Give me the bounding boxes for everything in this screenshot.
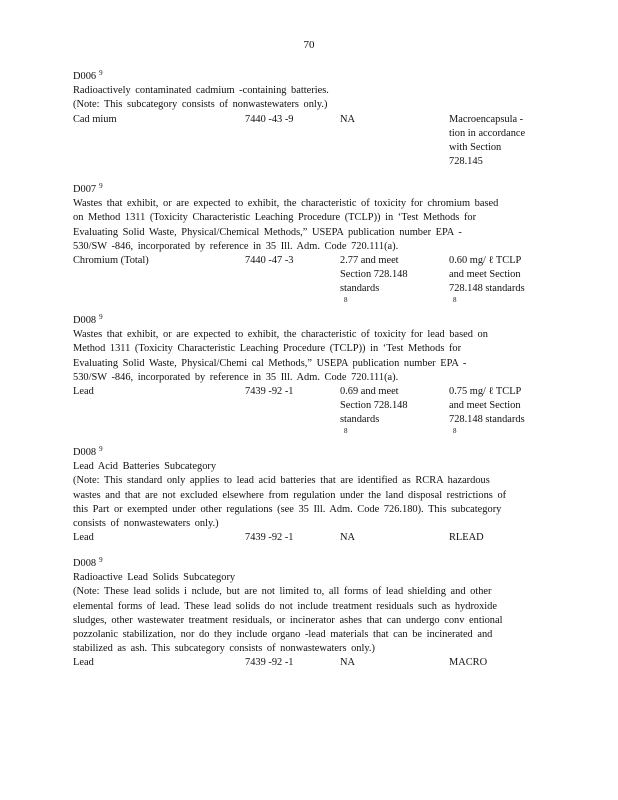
- cas-number: 7439 -92 -1: [245, 657, 294, 669]
- description-line: Method 1311 (Toxicity Characteristic Leaching Procedure (TCLP)) in ‘Test Methods for: [73, 343, 462, 355]
- footnote-marker: 8: [344, 426, 348, 435]
- wastewater-standard: 0.69 and meet Section 728.148 standards $^8$: [340, 386, 408, 435]
- description-line: Radioactively contaminated cadmium -containing batteries.: [73, 85, 329, 97]
- wastewater-standard: 2.77 and meet Section 728.148 standards $^8$: [340, 255, 408, 304]
- waste-code-d008-batteries-section: [73, 446, 543, 545]
- description-line: 530/SW -846, incorporated by reference in 35 Ill. Adm. Code 720.111(a).: [73, 371, 399, 383]
- constituent-name: Chromium (Total): [73, 255, 149, 267]
- footnote-marker: 9: [99, 445, 103, 453]
- footnote-marker: 8: [453, 426, 457, 435]
- cas-number: 7439 -92 -1: [245, 386, 294, 398]
- description-line: 530/SW -846, incorporated by reference in 35 Ill. Adm. Code 720.111(a).: [73, 240, 399, 252]
- footnote-marker: 9: [99, 182, 103, 190]
- page-number: 70: [303, 39, 315, 51]
- cas-number: 7439 -92 -1: [245, 532, 294, 544]
- waste-code-d008-lead-section: [73, 313, 543, 435]
- waste-code: D008 $^9$: [73, 445, 103, 458]
- waste-code: D008 $^9$: [73, 313, 103, 326]
- constituent-name: Cad mium: [73, 113, 117, 125]
- constituent-row: [73, 254, 543, 304]
- constituent-name: Lead: [73, 657, 94, 669]
- footnote-marker: 9: [99, 313, 103, 321]
- waste-code: D007 $^9$: [73, 182, 103, 195]
- waste-code-d008-solids-section: [73, 557, 543, 671]
- nonwastewater-standard: Macroencapsula - tion in accordance with Section 728.145: [449, 113, 526, 168]
- note-line: elemental forms of lead. These lead solids do not include treatment residuals such as hydroxide: [73, 600, 497, 612]
- footnote-marker: 9: [99, 556, 103, 564]
- description-line: Evaluating Solid Waste, Physical/Chemi cal Methods,” USEPA publication number EPA -: [73, 357, 467, 369]
- cas-number: 7440 -43 -9: [245, 113, 294, 125]
- footnote-marker: 9: [99, 69, 103, 77]
- note-line: this Part or exempted under other regulations (see 35 Ill. Adm. Code 726.180). This subcategory: [73, 503, 502, 515]
- constituent-row: [73, 656, 543, 670]
- footnote-marker: 8: [453, 295, 457, 304]
- description-line: on Method 1311 (Toxicity Characteristic Leaching Procedure (TCLP)) in ‘Test Methods for: [73, 212, 477, 224]
- note-line: stabilized as ash. This subcategory consists of nonwastewaters only.): [73, 643, 375, 655]
- subcategory-title: Lead Acid Batteries Subcategory: [73, 461, 217, 473]
- nonwastewater-standard: RLEAD: [449, 532, 484, 544]
- nonwastewater-standard: 0.60 mg/ ℓ TCLP and meet Section 728.148 standards $^8$: [449, 255, 525, 304]
- note-line: wastes and that are not excluded elsewhere from regulation under the land disposal restrictions of: [73, 489, 507, 501]
- waste-code-d006-section: [73, 70, 543, 170]
- wastewater-standard: NA: [340, 532, 356, 544]
- subcategory-title: Radioactive Lead Solids Subcategory: [73, 572, 236, 584]
- constituent-row: [73, 385, 543, 435]
- wastewater-standard: NA: [340, 113, 356, 125]
- wastewater-standard: NA: [340, 657, 356, 669]
- description-line: Wastes that exhibit, or are expected to exhibit, the characteristic of toxicity for lead based on: [73, 329, 488, 341]
- waste-code: D008 $^9$: [73, 556, 103, 569]
- description-line: Evaluating Solid Waste, Physical/Chemical Methods,” USEPA publication number EPA -: [73, 226, 462, 238]
- note-line: consists of nonwastewaters only.): [73, 518, 219, 530]
- waste-code: D006 $^9$: [73, 69, 103, 82]
- constituent-name: Lead: [73, 532, 94, 544]
- footnote-marker: 8: [344, 295, 348, 304]
- description-line: Wastes that exhibit, or are expected to exhibit, the characteristic of toxicity for chromium based: [73, 198, 499, 210]
- note-line: pozzolanic stabilization, nor do they include organo -lead materials that can be incinerated and: [73, 629, 493, 641]
- note-line: (Note: This standard only applies to lead acid batteries that are identified as RCRA hazardous: [73, 475, 490, 487]
- cas-number: 7440 -47 -3: [245, 255, 294, 267]
- constituent-name: Lead: [73, 386, 94, 398]
- note-line: (Note: These lead solids i nclude, but are not limited to, all forms of lead shielding and other: [73, 586, 492, 598]
- nonwastewater-standard: MACRO: [449, 657, 488, 669]
- note-line: sludges, other wastewater treatment residuals, or incinerator ashes that can undergo conv entional: [73, 614, 503, 626]
- note-line: (Note: This subcategory consists of nonwastewaters only.): [73, 99, 328, 111]
- nonwastewater-standard: 0.75 mg/ ℓ TCLP and meet Section 728.148 standards $^8$: [449, 386, 525, 435]
- waste-code-d007-section: [73, 182, 543, 304]
- constituent-row: [73, 531, 543, 545]
- constituent-row: [73, 113, 543, 170]
